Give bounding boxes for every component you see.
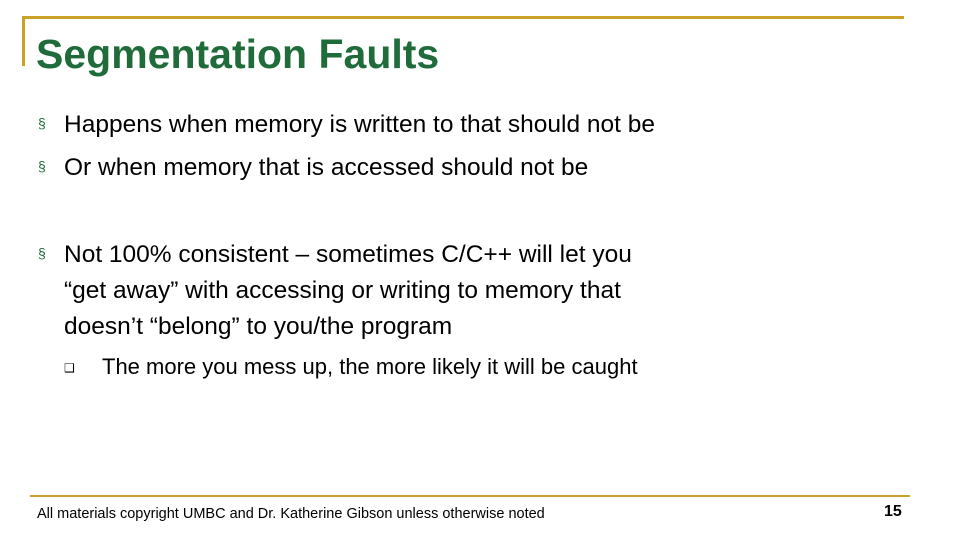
footer-rule [30,495,910,497]
page-number: 15 [884,503,902,520]
checkbox-bullet-icon: ❑ [64,361,75,375]
bullet-marker-icon: § [38,115,46,131]
left-accent-rule [22,16,25,66]
bullet-text: Or when memory that is accessed should not be [64,154,589,181]
bullet-marker-icon: § [38,245,46,261]
sub-bullet-text: The more you mess up, the more likely it will be caught [102,354,638,379]
bullet-text: Not 100% consistent – sometimes C/C++ will let you “get away” with accessing or writing to memory that doesn’t “belong” to you/the program [64,241,632,340]
bullet-item [38,107,655,143]
bullet-text: Happens when memory is written to that should not be [64,111,656,138]
top-accent-rule [22,16,904,19]
footer-copyright: All materials copyright UMBC and Dr. Katherine Gibson unless otherwise noted [37,506,545,522]
bullet-item [38,237,632,345]
slide-title: Segmentation Faults [36,31,440,77]
bullet-marker-icon: § [38,158,46,174]
sub-bullet-item [64,352,638,382]
bullet-item [38,150,588,186]
